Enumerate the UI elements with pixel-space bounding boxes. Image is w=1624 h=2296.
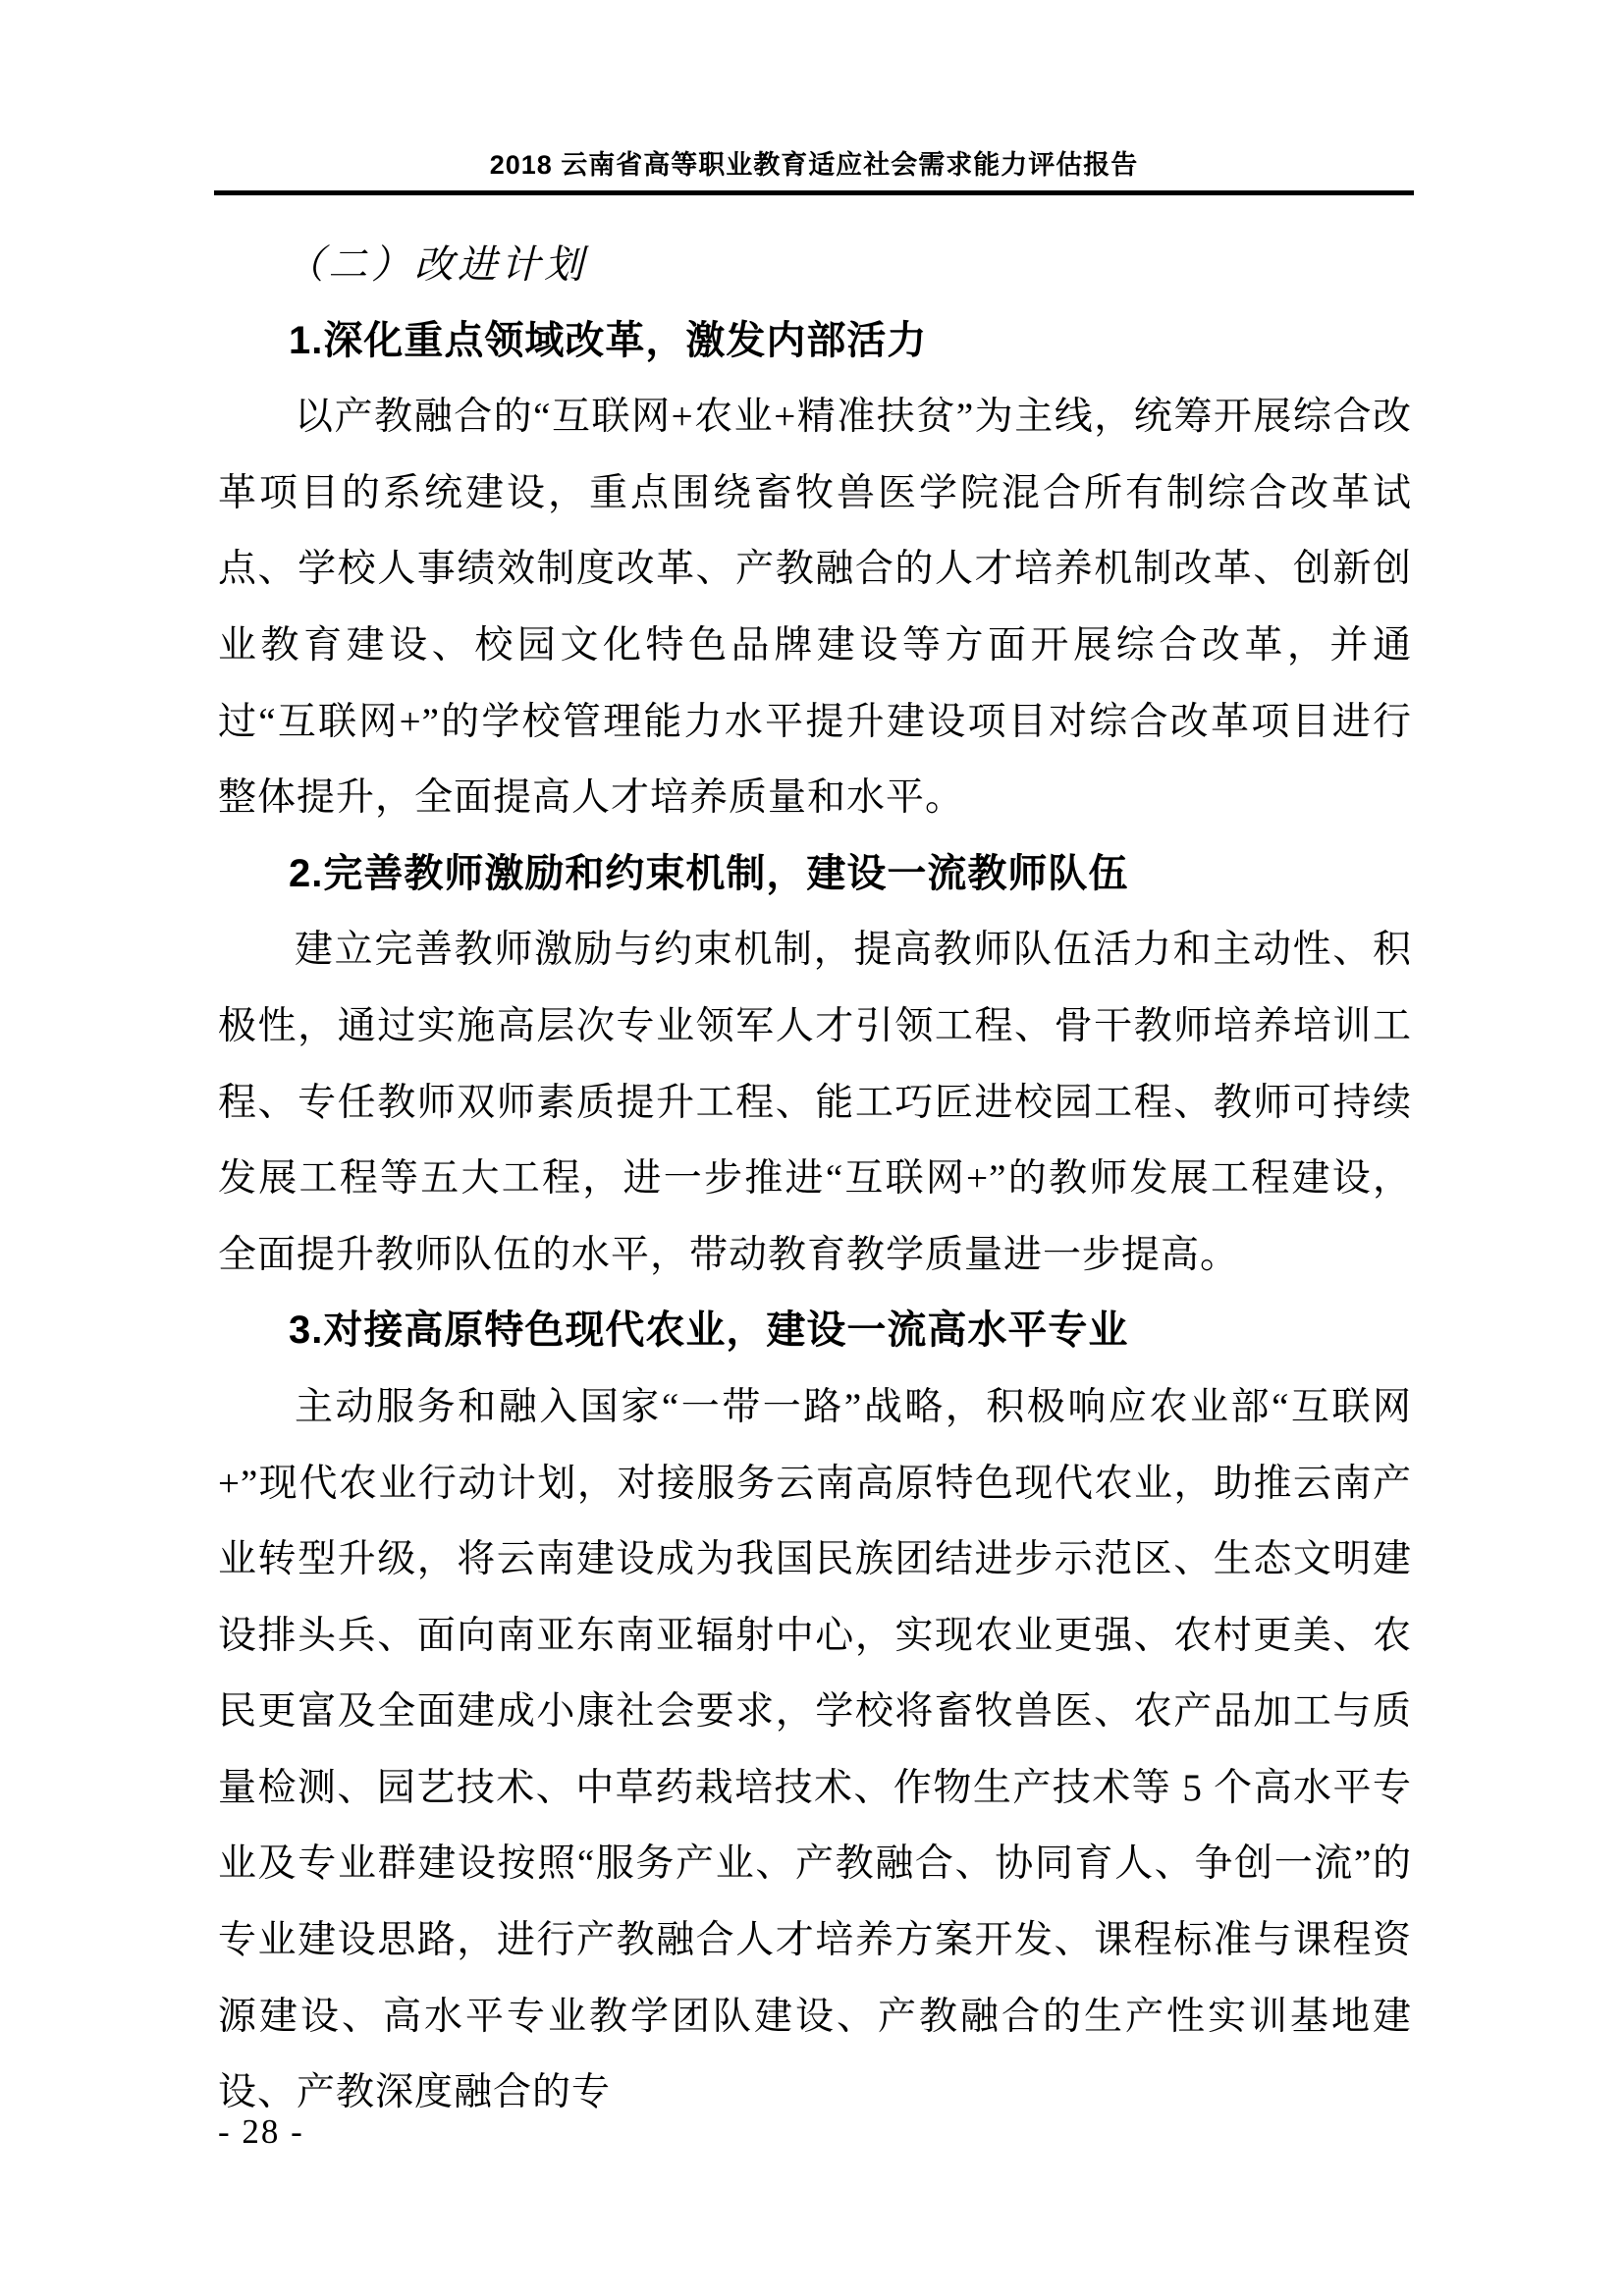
subsection-2-paragraph: 建立完善教师激励与约束机制，提高教师队伍活力和主动性、积极性，通过实施高层次专业领军人才引领工程、骨干教师培养培训工程、专任教师双师素质提升工程、能工巧匠进校园工程、教师可持续发展工程等五大工程，进一步推进“互联网+”的教师发展工程建设，全面提升教师队伍的水平，带动教育教学质量进一步提高。 bbox=[218, 929, 1412, 1276]
subsection-2-heading: 2.完善教师激励和约束机制，建设一流教师队伍 bbox=[289, 851, 1129, 895]
subsection-3 bbox=[218, 1293, 1412, 2131]
subsection-3-heading: 3.对接高原特色现代农业，建设一流高水平专业 bbox=[289, 1308, 1129, 1353]
subsection-1-heading: 1.深化重点领域改革，激发内部活力 bbox=[289, 318, 928, 362]
subsection-1 bbox=[218, 303, 1412, 836]
header-rule bbox=[214, 190, 1414, 195]
subsection-1-paragraph: 以产教融合的“互联网+农业+精准扶贫”为主线，统筹开展综合改革项目的系统建设，重点围绕畜牧兽医学院混合所有制综合改革试点、学校人事绩效制度改革、产教融合的人才培养机制改革、创新创业教育建设、校园文化特色品牌建设等方面开展综合改革，并通过“互联网+”的学校管理能力水平提升建设项目对综合改革项目进行整体提升，全面提高人才培养质量和水平。 bbox=[218, 396, 1412, 820]
subsection-3-paragraph: 主动服务和融入国家“一带一路”战略，积极响应农业部“互联网+”现代农业行动计划，对接服务云南高原特色现代农业，助推云南产业转型升级，将云南建设成为我国民族团结进步示范区、生态文明建设排头兵、面向南亚东南亚辐射中心，实现农业更强、农村更美、农民更富及全面建成小康社会要求，学校将畜牧兽医、农产品加工与质量检测、园艺技术、中草药栽培技术、作物生产技术等 5 个高水平专业及专业群建设按照“服务产业、产教融合、协同育人、争创一流”的专业建设思路，进行产教融合人才培养方案开发、课程标准与课程资源建设、高水平专业教学团队建设、产教融合的生产性实训基地建设、产教深度融合的专 bbox=[218, 1385, 1412, 2114]
section-heading: （二）改进计划 bbox=[285, 242, 587, 287]
page-content bbox=[218, 227, 1412, 2131]
page-number: - 28 - bbox=[218, 2112, 304, 2151]
subsection-2 bbox=[218, 836, 1412, 1294]
page-header bbox=[214, 143, 1414, 195]
header-title: 2018 云南省高等职业教育适应社会需求能力评估报告 bbox=[489, 150, 1139, 180]
